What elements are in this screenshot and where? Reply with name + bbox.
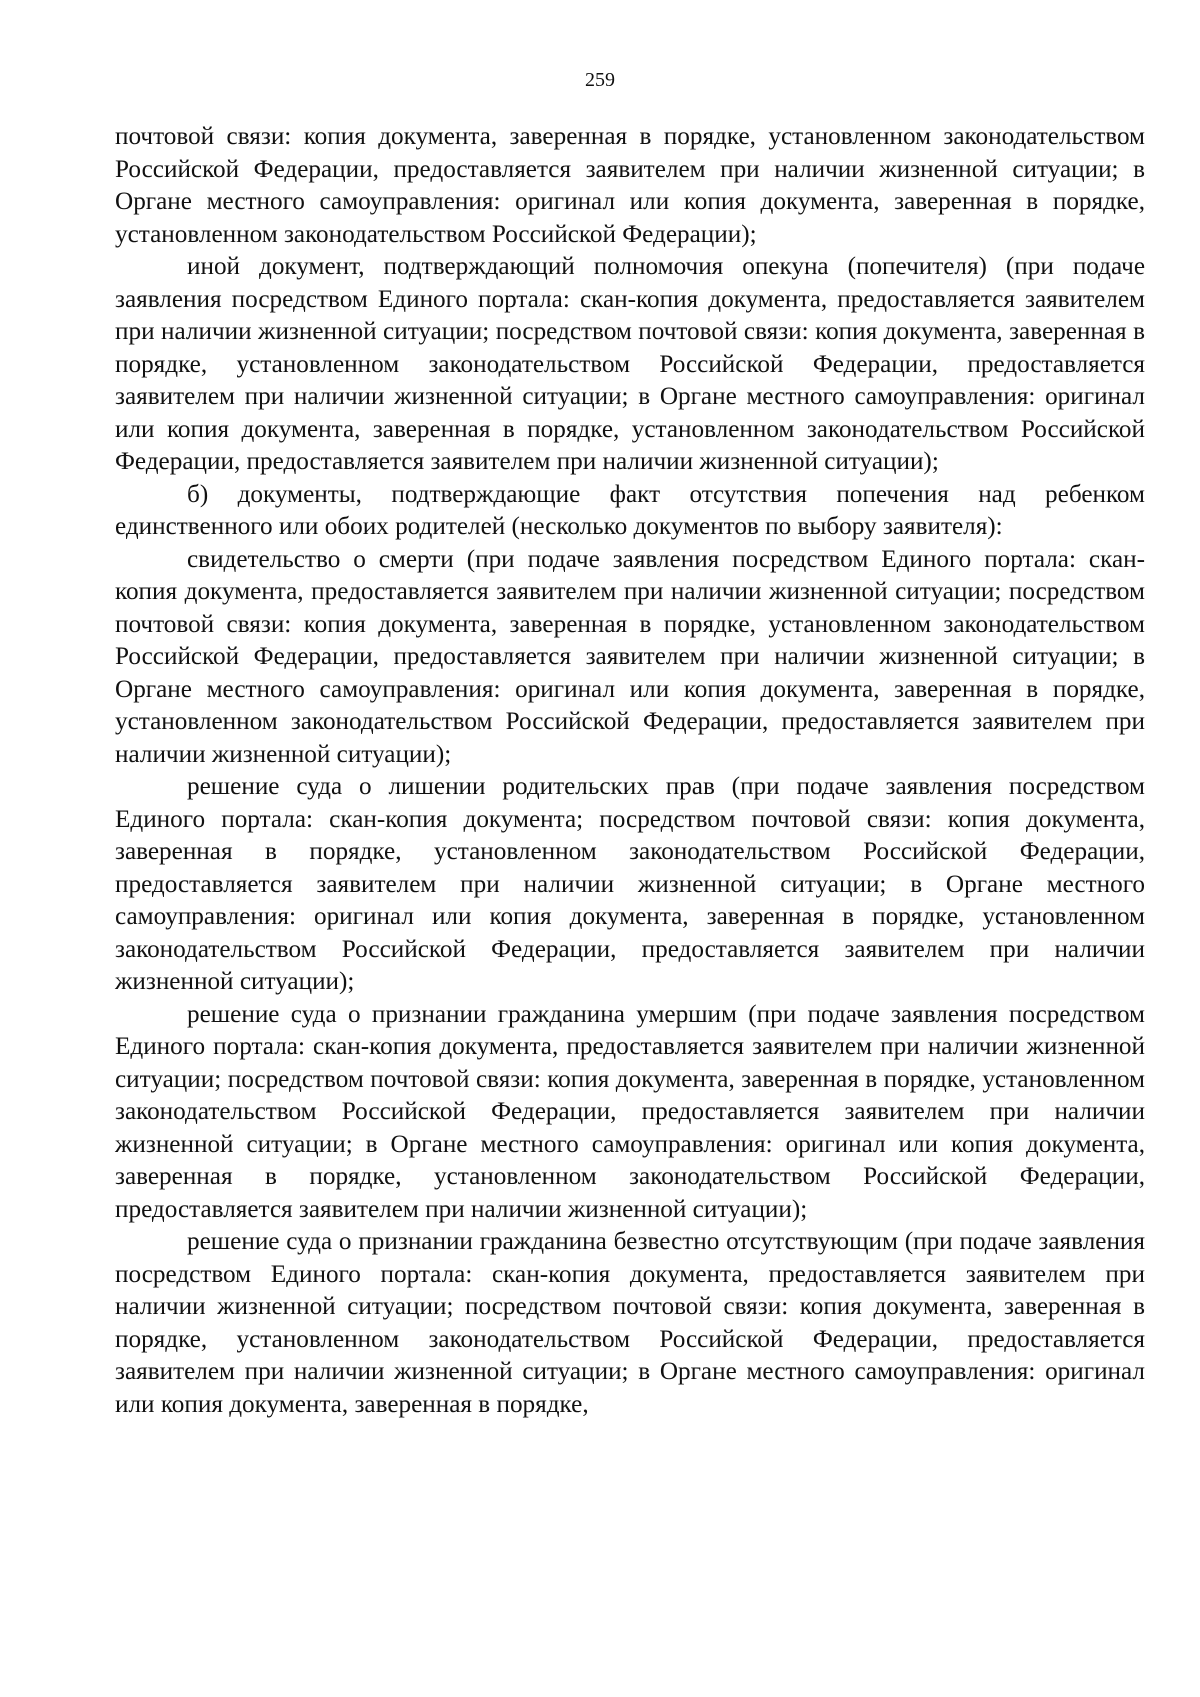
paragraph-death-certificate: свидетельство о смерти (при подаче заявления посредством Единого портала: скан-копия документа, предоставляется заявителем при наличии жизненной ситуации; посредством почтовой связи: копия документа, заверенная в порядке, установленном законодательством Российской Федерации, предоставляется заявителем при наличии жизненной ситуации; в Органе местного самоуправления: оригинал или копия документа, заверенная в порядке, установленном законодательством Российской Федерации, предоставляется заявителем при наличии жизненной ситуации); [115,545,1145,768]
paragraph-continuation: почтовой связи: копия документа, заверенная в порядке, установленном законодательством Российской Федерации, предоставляется заявителем при наличии жизненной ситуации; в Органе местного самоуправления: оригинал или копия документа, заверенная в порядке, установленном законодательством Российской Федерации); [115,123,1145,248]
paragraph-declared-deceased: решение суда о признании гражданина умершим (при подаче заявления посредством Единого портала: скан-копия документа, предоставляется заявителем при наличии жизненной ситуации; посредством почтовой связи: копия документа, заверенная в порядке, установленном законодательством Российской Федерации, предоставляется заявителем при наличии жизненной ситуации; в Органе местного самоуправления: оригинал или копия документа, заверенная в порядке, установленном законодательством Российской Федерации, предоставляется заявителем при наличии жизненной ситуации); [115,1000,1145,1223]
paragraph-guardian-authority-document: иной документ, подтверждающий полномочия опекуна (попечителя) (при подаче заявления посредством Единого портала: скан-копия документа, предоставляется заявителем при наличии жизненной ситуации; посредством почтовой связи: копия документа, заверенная в порядке, установленном законодательством Российской Федерации, предоставляется заявителем при наличии жизненной ситуации; в Органе местного самоуправления: оригинал или копия документа, заверенная в порядке, установленном законодательством Российской Федерации, предоставляется заявителем при наличии жизненной ситуации); [115,253,1145,475]
paragraph-lack-of-parental-care-documents: б) документы, подтверждающие факт отсутствия попечения над ребенком единственного или обоих родителей (несколько документов по выбору заявителя): [115,480,1145,540]
paragraph-deprivation-of-parental-rights: решение суда о лишении родительских прав (при подаче заявления посредством Единого портала: скан-копия документа; посредством почтовой связи: копия документа, заверенная в порядке, установленном законодательством Российской Федерации, предоставляется заявителем при наличии жизненной ситуации; в Органе местного самоуправления: оригинал или копия документа, заверенная в порядке, установленном законодательством Российской Федерации, предоставляется заявителем при наличии жизненной ситуации); [115,773,1145,995]
page-number: 259 [585,69,615,91]
paragraph-declared-missing: решение суда о признании гражданина безвестно отсутствующим (при подаче заявления посредством Единого портала: скан-копия документа, предоставляется заявителем при наличии жизненной ситуации; посредством почтовой связи: копия документа, заверенная в порядке, установленном законодательством Российской Федерации, предоставляется заявителем при наличии жизненной ситуации; в Органе местного самоуправления: оригинал или копия документа, заверенная в порядке, [115,1228,1145,1418]
document-body [115,121,1145,1421]
